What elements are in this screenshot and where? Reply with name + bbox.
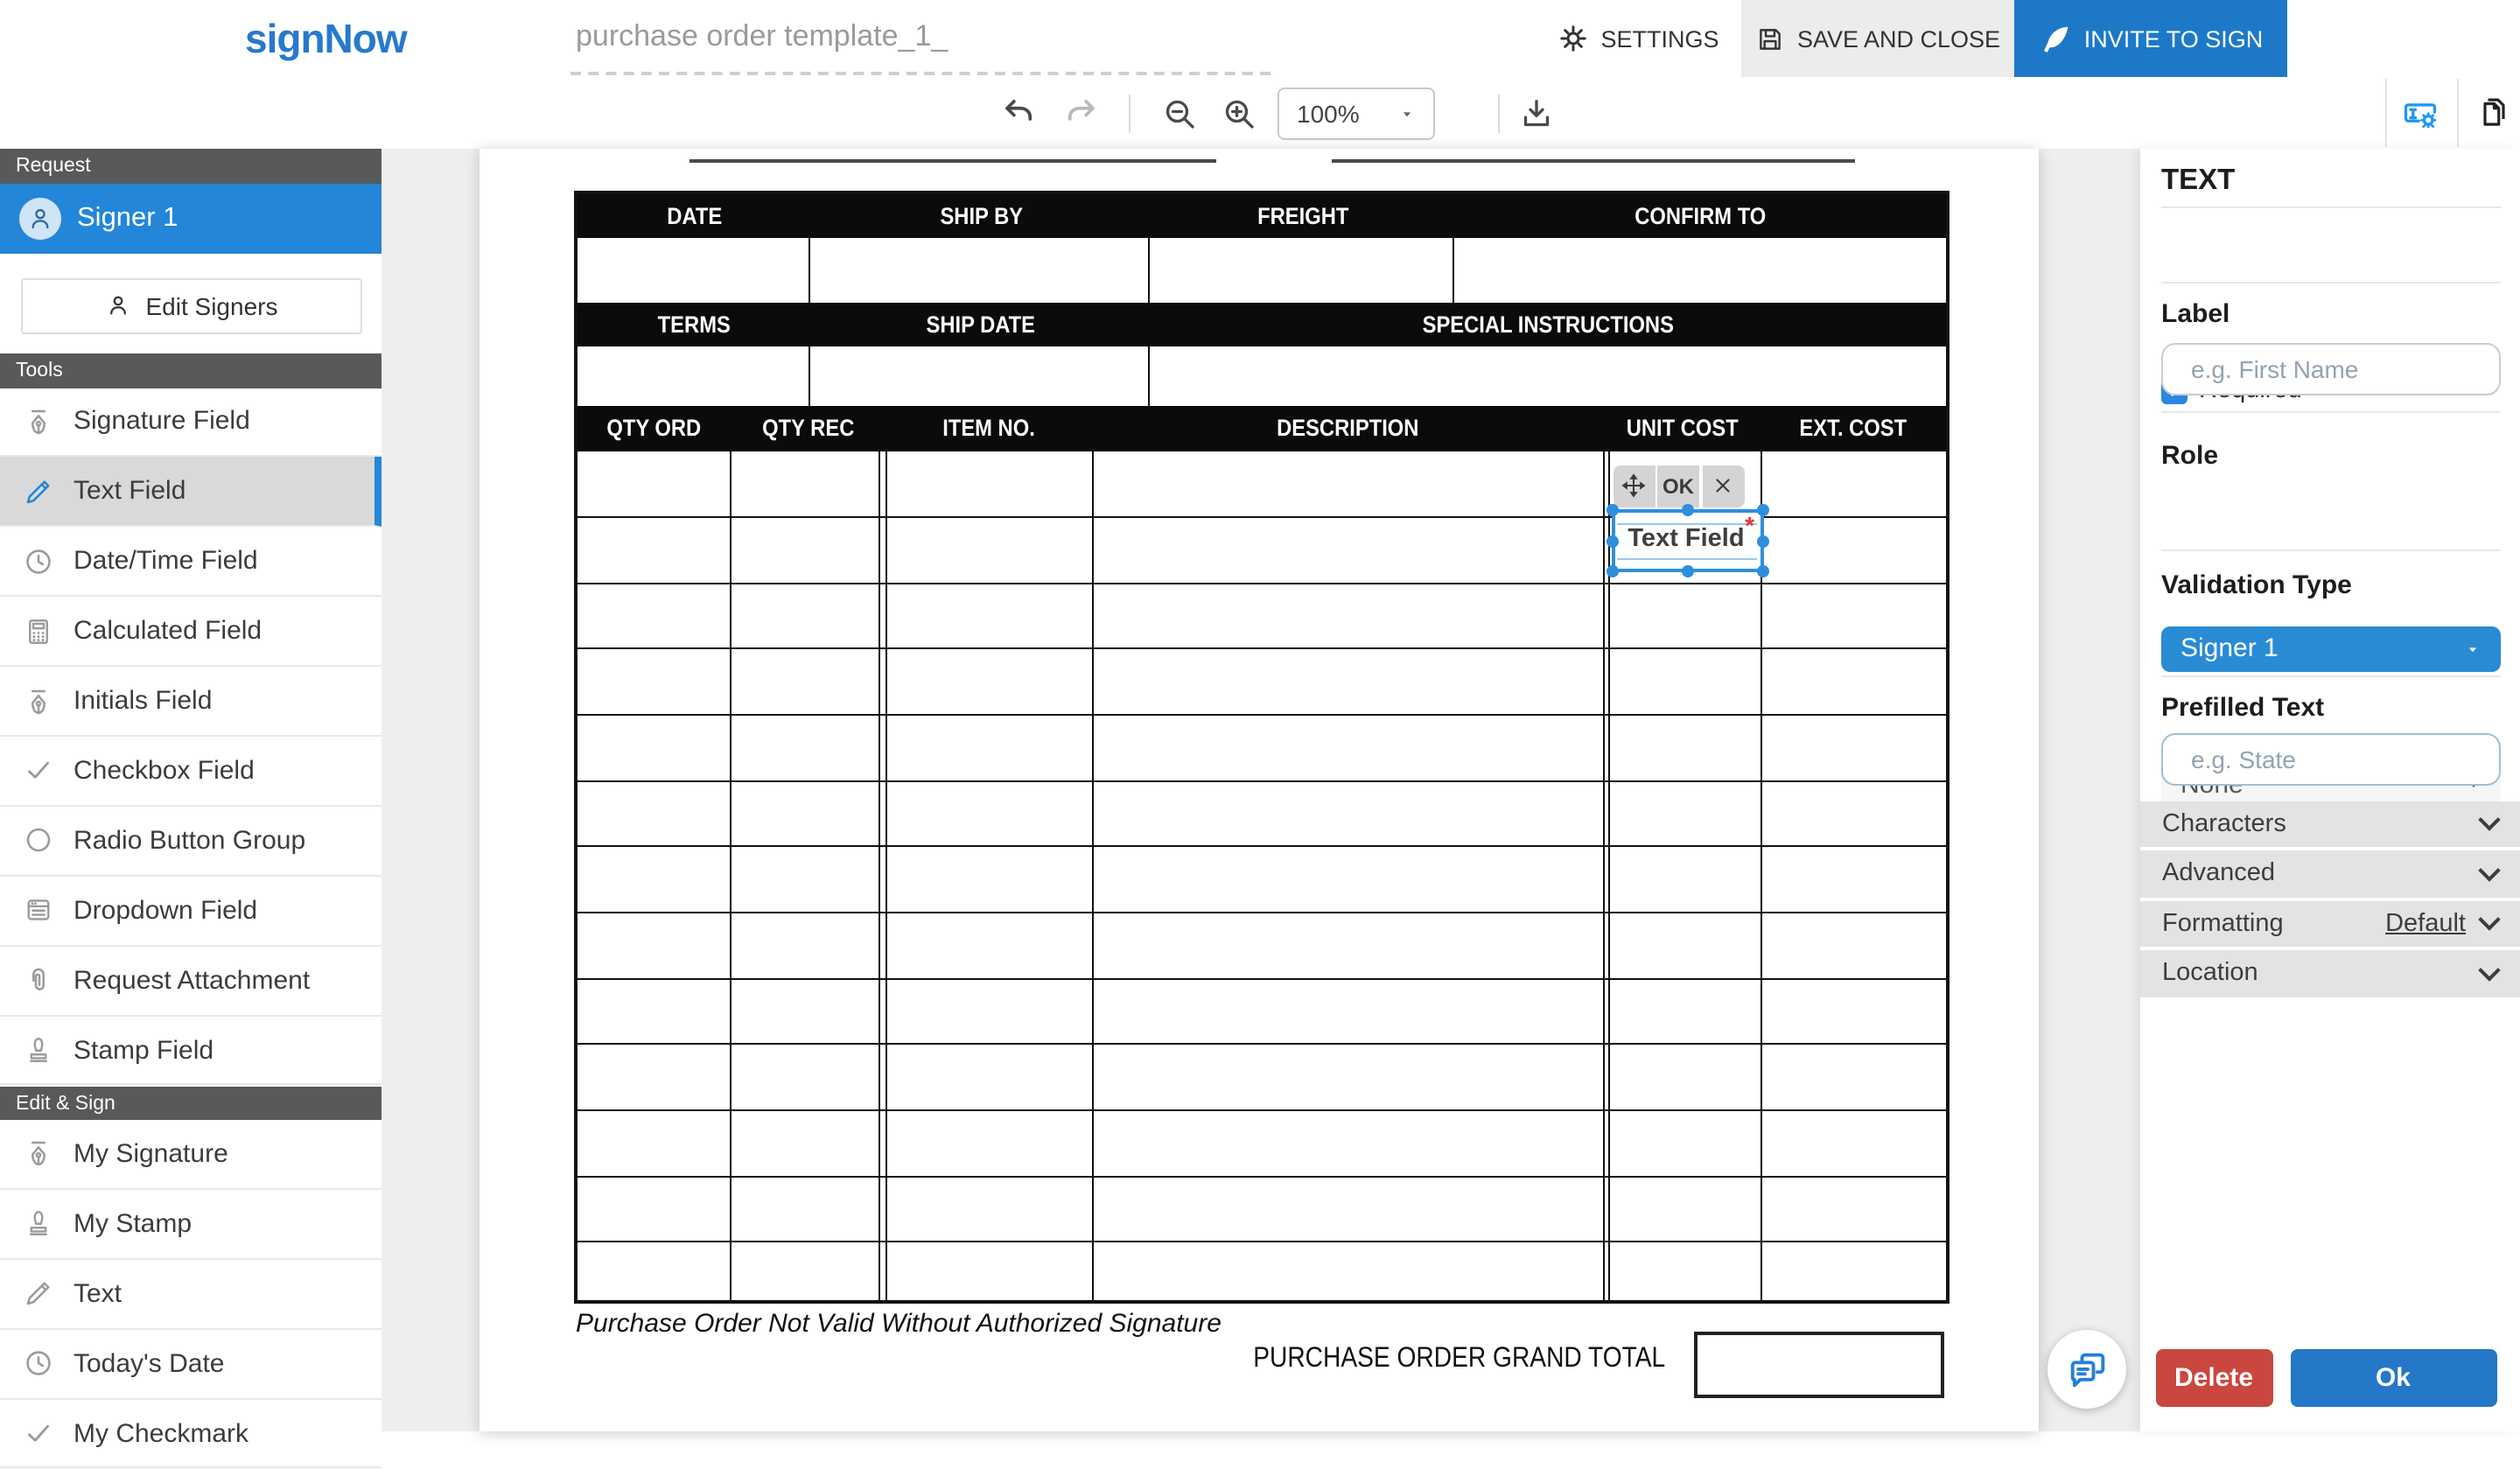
ok-button[interactable] [2290,1349,2496,1406]
field-settings-button[interactable] [2390,77,2450,149]
paperclip-icon [23,964,54,996]
prefilled-text-heading: Prefilled Text [2161,693,2325,723]
sidebar-item-my-checkmark[interactable] [0,1399,381,1469]
table-header-row-2 [578,303,1946,346]
clock-icon [23,545,54,577]
resize-handle[interactable] [1681,564,1693,577]
purchase-order-table [574,190,1950,1304]
column-header: SHIP DATE [926,311,1036,338]
validation-type-heading: Validation Type [2161,570,2352,600]
chat-button[interactable] [2048,1330,2126,1409]
sidebar-item-dropdown-field[interactable] [0,877,381,947]
resize-handle[interactable] [1756,503,1768,515]
label-input[interactable] [2161,343,2501,395]
grid-row-line [578,912,1946,913]
column-header: QTY REC [762,415,855,441]
avatar [19,198,61,240]
chat-icon [2064,1347,2110,1392]
resize-handle[interactable] [1606,535,1618,547]
caret-down-icon [1398,105,1416,122]
zoom-level-value: 100% [1297,100,1360,128]
field-settings-icon [2401,94,2440,132]
column-header: UNIT COST [1625,415,1739,441]
resize-handle[interactable] [1606,564,1618,577]
tools-section-header: Tools [0,353,381,388]
undo-icon [1000,94,1037,131]
sidebar-item-label: Dropdown Field [74,895,258,926]
column-header: DESCRIPTION [1277,415,1420,441]
table-header-row-3 [578,405,1946,451]
pencil-icon [23,476,54,507]
label-heading: Label [2161,299,2230,329]
sidebar-item-label: Radio Button Group [74,825,306,856]
invite-to-sign-label: INVITE TO SIGN [2083,25,2264,52]
close-icon [1712,475,1734,498]
sidebar-item-request-attachment[interactable] [0,946,381,1016]
zoom-out-icon [1162,95,1197,130]
sidebar-item-label: Today's Date [74,1348,225,1379]
clock-icon [23,1347,54,1379]
stamp-icon [23,1208,54,1240]
grid-row-line [578,1242,1946,1243]
dropdown-icon [23,894,54,926]
section-advanced[interactable] [2139,850,2520,900]
sidebar-item-checkbox-field[interactable] [0,737,381,807]
sidebar-item-label: Initials Field [74,686,213,717]
field-move-button[interactable] [1613,465,1655,507]
text-field-widget-label: Text Field [1628,525,1745,553]
edit-signers-button[interactable] [21,277,362,333]
grid-row-line [578,780,1946,782]
request-section-header: Request [0,149,381,184]
signature-line [1332,158,1855,162]
sidebar-item-label: Date/Time Field [74,546,258,577]
section-formatting[interactable] [2139,900,2520,950]
prefilled-text-input[interactable] [2161,733,2501,786]
edit-sign-section-header: Edit & Sign [0,1086,381,1121]
zoom-in-button[interactable] [1209,77,1269,149]
sidebar-item-label: Signature Field [74,406,250,437]
sidebar-item-date-time-field[interactable] [0,528,381,598]
redo-button[interactable] [1050,77,1110,149]
toolbar-divider [1129,94,1130,133]
calculator-icon [23,615,54,647]
pen-nib-icon [23,1138,54,1170]
toolbar-divider [1498,94,1500,133]
sidebar-item-initials-field[interactable] [0,667,381,737]
download-button[interactable] [1507,77,1566,149]
chevron-down-icon [2478,959,2500,981]
signature-line [690,158,1216,162]
save-and-close-button[interactable] [1741,0,2014,77]
sidebar-item-calculated-field[interactable] [0,597,381,667]
undo-button[interactable] [989,77,1048,149]
text-field-widget[interactable] [1611,508,1763,571]
settings-label: SETTINGS [1600,25,1719,52]
column-header: QTY ORD [607,415,702,441]
sidebar-item-signature-field[interactable] [0,388,381,458]
sidebar-item-text[interactable] [0,1260,381,1330]
sidebar-item-my-stamp[interactable] [0,1190,381,1260]
pages-button[interactable] [2460,77,2520,149]
resize-handle[interactable] [1681,503,1693,515]
ok-label: Ok [2375,1362,2411,1393]
check-icon [23,755,54,787]
delete-button[interactable] [2155,1349,2272,1406]
document-title[interactable]: purchase order template_1_ [576,18,948,52]
section-label: Advanced [2162,859,2275,888]
settings-button[interactable] [1540,0,1736,77]
check-icon [23,1417,54,1449]
left-sidebar [0,149,381,1449]
grid-row-line [578,648,1946,650]
save-icon [1755,24,1785,53]
pages-icon [2472,94,2509,131]
column-header: SPECIAL INSTRUCTIONS [1422,311,1675,338]
grid-row-line [578,977,1946,979]
grid-row-line [578,1109,1946,1111]
sidebar-item-label: Checkbox Field [74,755,255,786]
section-location[interactable] [2139,950,2520,1000]
grid-row-line [578,1044,1946,1046]
accordion-sections [2139,801,2520,1000]
field-remove-button[interactable] [1702,465,1744,507]
sidebar-item-label: Text Field [74,476,186,507]
sidebar-item-label: My Checkmark [74,1418,249,1449]
feather-icon [2039,22,2072,55]
section-characters[interactable] [2139,801,2520,850]
title-underline [570,72,1270,75]
caret-down-icon [2464,640,2482,657]
grid-row-line [578,583,1946,584]
radio-icon [23,825,54,857]
resize-handle[interactable] [1756,535,1768,547]
sidebar-item-label: Request Attachment [74,965,311,996]
grand-total-label: PURCHASE ORDER GRAND TOTAL [1254,1344,1666,1374]
column-header: ITEM NO. [942,415,1035,441]
save-and-close-label: SAVE AND CLOSE [1796,25,2001,52]
person-icon [106,292,132,318]
zoom-out-button[interactable] [1150,77,1209,149]
pen-nib-icon [23,406,54,437]
sidebar-item-my-signature[interactable] [0,1120,381,1190]
sidebar-item-label: My Stamp [74,1208,192,1239]
grid-row-line [578,714,1946,716]
chevron-down-icon [2478,859,2500,881]
field-properties-panel [2139,149,2520,1431]
role-select[interactable] [2161,626,2501,671]
column-header: SHIP BY [939,202,1023,229]
invite-to-sign-button[interactable] [2014,0,2287,77]
signer-name: Signer 1 [77,203,178,233]
grand-total-box [1694,1332,1944,1397]
resize-handle[interactable] [1756,564,1768,577]
column-header: TERMS [657,311,732,338]
field-widget-toolbar [1613,465,1744,507]
role-value: Signer 1 [2180,633,2278,663]
sidebar-item-label: Calculated Field [74,616,262,647]
sidebar-item-stamp-field[interactable] [0,1016,381,1086]
sidebar-item-today-s-date[interactable] [0,1329,381,1399]
panel-title: TEXT [2161,164,2236,196]
required-marker: * [1745,510,1754,538]
gear-icon [1557,23,1588,54]
column-header: FREIGHT [1256,202,1349,229]
sidebar-item-label: My Signature [74,1138,228,1169]
footer-note: Purchase Order Not Valid Without Authorized Signature [576,1309,1222,1339]
role-heading: Role [2161,441,2219,471]
table-header-row-1 [578,193,1946,238]
sidebar-item-text-field[interactable] [0,458,381,528]
column-header: CONFIRM TO [1634,202,1767,229]
download-icon [1519,95,1554,130]
grid-row-line [578,1175,1946,1177]
section-label: Characters [2162,809,2286,838]
chevron-down-icon [2478,809,2500,831]
redo-icon [1061,94,1098,131]
zoom-in-icon [1222,95,1256,130]
section-label: Location [2162,959,2258,988]
stamp-icon [23,1034,54,1066]
field-ok-button[interactable] [1657,465,1699,507]
column-header: EXT. COST [1798,415,1907,441]
person-icon [26,205,54,233]
grid-row-line [578,846,1946,848]
sidebar-item-signer-1[interactable] [0,184,381,254]
field-ok-label: OK [1662,473,1694,499]
app-header [0,0,2520,77]
zoom-level-select[interactable] [1278,87,1435,140]
move-icon [1620,473,1647,500]
pencil-icon [23,1277,54,1309]
signnow-logo[interactable]: signNow [245,15,407,60]
section-label: Formatting [2162,909,2284,938]
sidebar-item-radio-button-group[interactable] [0,807,381,877]
toolbar-cell-divider [2456,79,2458,147]
toolbar-cell-divider [2384,79,2386,147]
edit-signers-label: Edit Signers [145,291,278,319]
resize-handle[interactable] [1606,503,1618,515]
pen-nib-icon [23,685,54,717]
chevron-down-icon [2478,909,2500,931]
sidebar-item-label: Text [74,1278,122,1309]
section-value-link[interactable]: Default [2385,909,2466,938]
column-header: DATE [667,202,722,229]
delete-label: Delete [2174,1362,2254,1393]
sidebar-item-label: Stamp Field [74,1035,214,1066]
